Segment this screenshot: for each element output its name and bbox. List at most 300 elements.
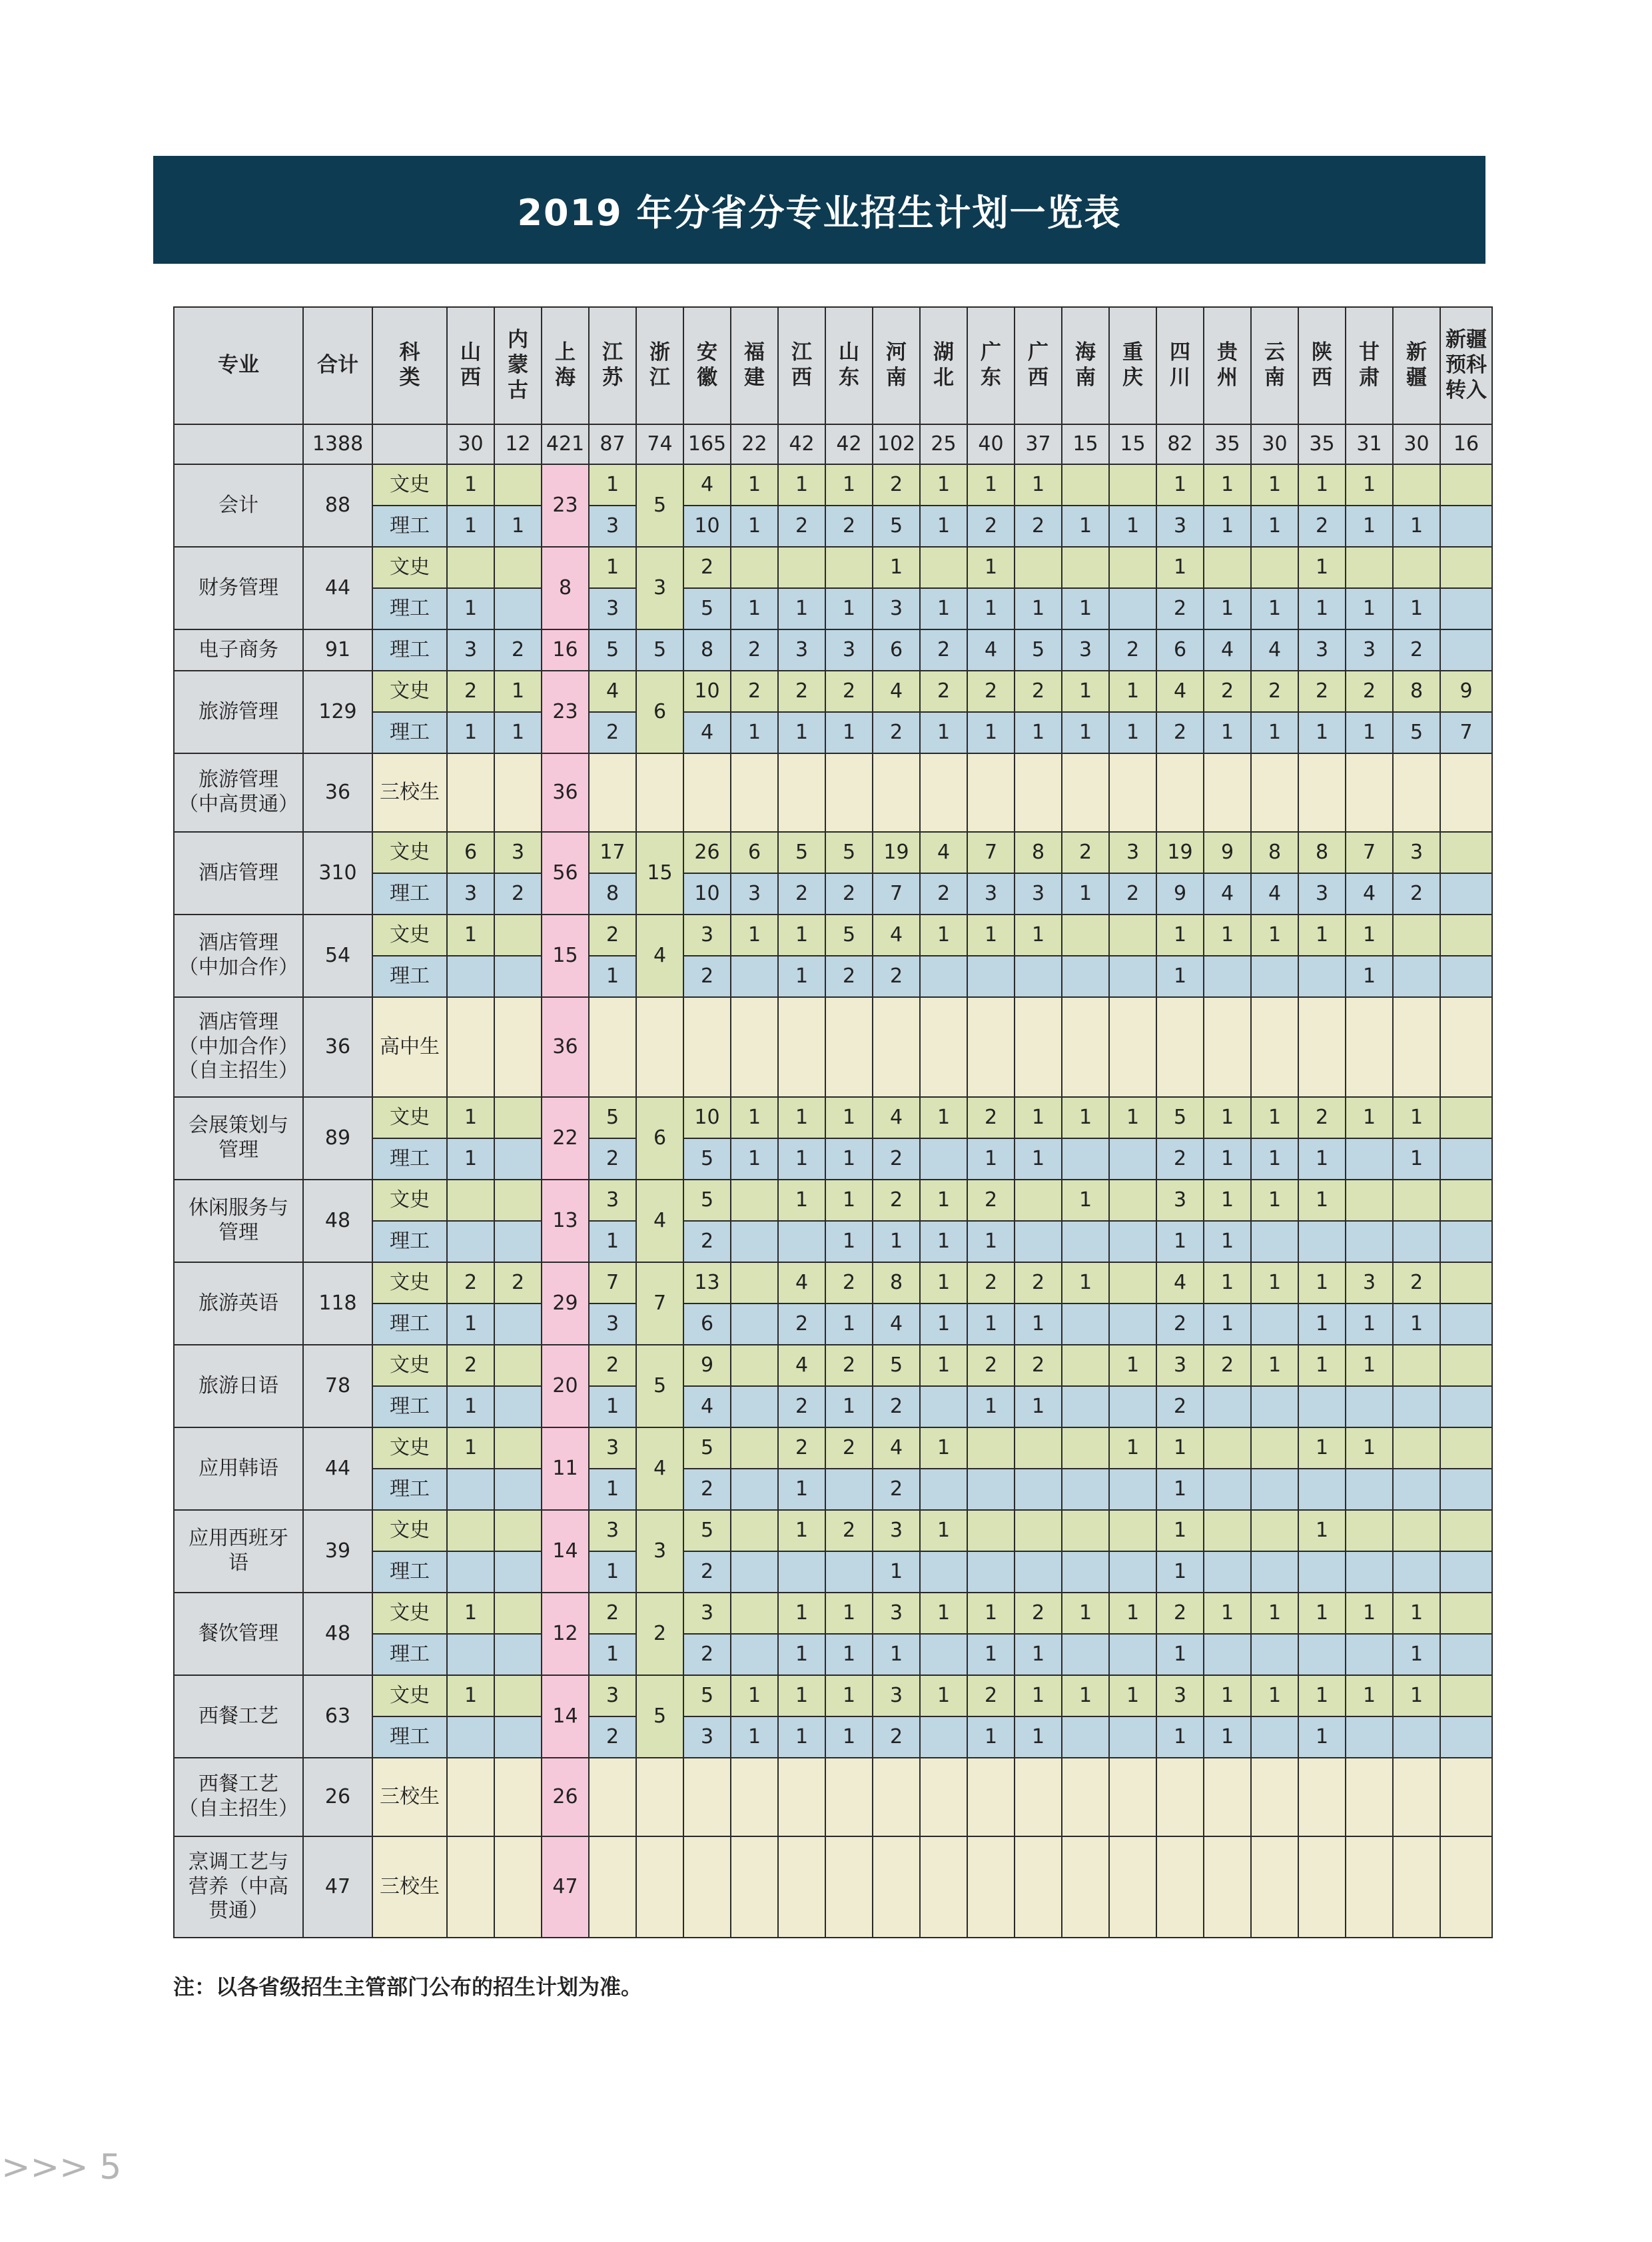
province-quota: 1 <box>1156 1510 1204 1551</box>
subject-category: 理工 <box>372 1551 447 1593</box>
province-quota <box>1062 1634 1109 1675</box>
province-quota: 3 <box>967 873 1015 915</box>
province-quota <box>1298 1469 1346 1510</box>
province-quota <box>1298 1221 1346 1262</box>
province-quota <box>494 1221 542 1262</box>
province-quota <box>1440 1510 1492 1551</box>
province-quota: 3 <box>873 1593 920 1634</box>
subject-category: 高中生 <box>372 997 447 1097</box>
province-quota: 19 <box>1156 832 1204 873</box>
province-quota <box>1062 1758 1109 1836</box>
province-quota: 1 <box>920 1675 967 1716</box>
province-quota <box>1393 956 1440 997</box>
province-quota <box>1346 1138 1393 1180</box>
province-quota <box>731 1836 778 1938</box>
province-quota <box>1440 629 1492 671</box>
province-quota: 2 <box>589 1593 636 1634</box>
table-row <box>174 671 1492 712</box>
subject-category: 理工 <box>372 1716 447 1758</box>
province-quota <box>494 1386 542 1427</box>
province-quota <box>636 997 683 1097</box>
major-name: 旅游管理 <box>174 671 303 753</box>
province-quota: 1 <box>731 915 778 956</box>
province-quota: 4 <box>873 1304 920 1345</box>
province-quota: 1 <box>1251 1262 1298 1304</box>
major-name: 会计 <box>174 464 303 547</box>
header-kind: 科 类 <box>372 307 447 424</box>
province-quota: 2 <box>1062 832 1109 873</box>
province-quota <box>825 753 873 832</box>
subject-category: 理工 <box>372 1386 447 1427</box>
province-quota <box>1062 1716 1109 1758</box>
province-quota: 1 <box>1251 1345 1298 1386</box>
province-quota <box>589 997 636 1097</box>
header-province: 陕 西 <box>1298 307 1346 424</box>
province-quota <box>1204 956 1251 997</box>
major-total: 36 <box>303 753 372 832</box>
subject-category: 文史 <box>372 832 447 873</box>
province-quota: 2 <box>589 1138 636 1180</box>
province-quota: 5 <box>683 1138 731 1180</box>
province-quota <box>1440 1593 1492 1634</box>
province-quota: 1 <box>1298 712 1346 753</box>
province-quota: 1 <box>1251 1138 1298 1180</box>
province-total: 165 <box>683 424 731 464</box>
province-quota: 1 <box>494 671 542 712</box>
province-quota <box>1440 753 1492 832</box>
province-quota <box>1440 1469 1492 1510</box>
province-quota: 1 <box>1062 1180 1109 1221</box>
table-row <box>174 1262 1492 1304</box>
major-total: 44 <box>303 547 372 629</box>
province-quota <box>1251 1386 1298 1427</box>
province-quota: 3 <box>589 1675 636 1716</box>
province-quota <box>1204 1551 1251 1593</box>
subject-category: 三校生 <box>372 753 447 832</box>
province-quota: 3 <box>447 629 494 671</box>
province-quota: 2 <box>447 1262 494 1304</box>
province-quota <box>1251 1510 1298 1551</box>
major-total: 78 <box>303 1345 372 1427</box>
province-quota: 1 <box>778 1675 825 1716</box>
province-quota: 1 <box>1156 915 1204 956</box>
province-quota: 1 <box>1393 1304 1440 1345</box>
province-quota: 5 <box>683 588 731 629</box>
province-quota: 1 <box>1156 956 1204 997</box>
province-quota: 1 <box>1015 712 1062 753</box>
shanghai-quota: 12 <box>542 1593 589 1675</box>
province-quota <box>1440 1551 1492 1593</box>
province-quota: 2 <box>1015 1345 1062 1386</box>
province-quota: 7 <box>873 873 920 915</box>
province-quota: 2 <box>1298 506 1346 547</box>
province-quota <box>731 1262 778 1304</box>
province-quota <box>1440 588 1492 629</box>
province-quota <box>683 997 731 1097</box>
province-quota <box>920 1386 967 1427</box>
header-province: 安 徽 <box>683 307 731 424</box>
table-row <box>174 1427 1492 1469</box>
province-quota: 1 <box>589 464 636 506</box>
subject-category: 文史 <box>372 1510 447 1551</box>
province-quota: 1 <box>1015 1097 1062 1138</box>
province-quota: 2 <box>967 1180 1015 1221</box>
province-quota: 8 <box>683 629 731 671</box>
header-province: 广 东 <box>967 307 1015 424</box>
province-quota: 2 <box>494 873 542 915</box>
province-quota <box>1204 1634 1251 1675</box>
province-quota: 3 <box>683 1593 731 1634</box>
province-quota: 1 <box>873 1551 920 1593</box>
province-quota: 5 <box>1393 712 1440 753</box>
province-quota: 1 <box>1393 1097 1440 1138</box>
major-name: 会展策划与 管理 <box>174 1097 303 1180</box>
province-quota: 5 <box>636 1345 683 1427</box>
province-quota <box>494 547 542 588</box>
page-number: >>> 5 <box>1 2147 122 2187</box>
province-quota: 1 <box>920 588 967 629</box>
major-total: 89 <box>303 1097 372 1180</box>
province-quota <box>1393 1836 1440 1938</box>
province-quota: 2 <box>1393 629 1440 671</box>
province-quota: 9 <box>683 1345 731 1386</box>
province-quota: 3 <box>1298 873 1346 915</box>
province-quota: 1 <box>1204 1716 1251 1758</box>
province-quota: 10 <box>683 506 731 547</box>
major-name: 应用韩语 <box>174 1427 303 1510</box>
major-name: 烹调工艺与 营养（中高 贯通） <box>174 1836 303 1938</box>
province-quota <box>1298 997 1346 1097</box>
footnote: 注：以各省级招生主管部门公布的招生计划为准。 <box>173 1974 643 2000</box>
province-quota: 2 <box>967 671 1015 712</box>
shanghai-quota: 56 <box>542 832 589 915</box>
province-quota <box>778 1551 825 1593</box>
province-quota: 2 <box>1346 671 1393 712</box>
province-quota: 3 <box>589 1304 636 1345</box>
province-quota: 3 <box>1109 832 1156 873</box>
province-total: 15 <box>1062 424 1109 464</box>
major-total: 118 <box>303 1262 372 1345</box>
header-province: 海 南 <box>1062 307 1109 424</box>
table-row <box>174 547 1492 588</box>
major-name: 酒店管理 （中加合作） （自主招生） <box>174 997 303 1097</box>
province-quota: 7 <box>589 1262 636 1304</box>
province-quota: 1 <box>1062 712 1109 753</box>
province-quota: 7 <box>636 1262 683 1345</box>
major-total: 54 <box>303 915 372 997</box>
province-quota: 8 <box>1393 671 1440 712</box>
province-quota: 1 <box>920 1304 967 1345</box>
province-quota: 1 <box>920 1221 967 1262</box>
province-quota: 1 <box>1204 1097 1251 1138</box>
province-quota: 1 <box>967 1716 1015 1758</box>
shanghai-quota: 16 <box>542 629 589 671</box>
province-quota: 1 <box>1204 915 1251 956</box>
province-quota <box>1251 997 1298 1097</box>
province-quota <box>1109 588 1156 629</box>
province-quota: 5 <box>636 1675 683 1758</box>
province-quota <box>1440 1221 1492 1262</box>
province-quota: 2 <box>589 1716 636 1758</box>
province-quota <box>825 997 873 1097</box>
province-quota: 8 <box>1298 832 1346 873</box>
province-quota <box>1251 1634 1298 1675</box>
table-row <box>174 1758 1492 1836</box>
province-quota <box>1015 1427 1062 1469</box>
header-province: 贵 州 <box>1204 307 1251 424</box>
header-province: 福 建 <box>731 307 778 424</box>
province-quota: 1 <box>920 1262 967 1304</box>
province-quota <box>1251 547 1298 588</box>
province-quota: 6 <box>1156 629 1204 671</box>
province-quota: 1 <box>447 506 494 547</box>
province-quota: 5 <box>825 832 873 873</box>
province-quota: 1 <box>1015 1138 1062 1180</box>
province-quota: 1 <box>731 1675 778 1716</box>
province-quota <box>1440 506 1492 547</box>
province-quota: 6 <box>731 832 778 873</box>
province-quota: 1 <box>778 915 825 956</box>
province-quota <box>494 1304 542 1345</box>
province-quota <box>1440 1097 1492 1138</box>
province-quota: 1 <box>447 588 494 629</box>
province-quota <box>1298 753 1346 832</box>
province-quota <box>778 997 825 1097</box>
table-row <box>174 997 1492 1097</box>
table-row <box>174 1593 1492 1634</box>
province-quota <box>731 1221 778 1262</box>
major-total: 44 <box>303 1427 372 1510</box>
province-quota <box>447 956 494 997</box>
province-quota: 1 <box>920 1593 967 1634</box>
province-quota <box>1204 1469 1251 1510</box>
province-quota <box>1440 1138 1492 1180</box>
subject-category: 文史 <box>372 671 447 712</box>
header-province: 四 川 <box>1156 307 1204 424</box>
major-name: 旅游英语 <box>174 1262 303 1345</box>
province-quota: 2 <box>1156 1386 1204 1427</box>
province-quota <box>1440 1427 1492 1469</box>
province-quota <box>1298 1551 1346 1593</box>
province-quota: 1 <box>1204 464 1251 506</box>
province-quota: 4 <box>778 1345 825 1386</box>
province-quota: 1 <box>1393 588 1440 629</box>
province-quota: 3 <box>589 588 636 629</box>
province-quota: 4 <box>873 915 920 956</box>
province-quota <box>967 997 1015 1097</box>
province-quota: 2 <box>920 629 967 671</box>
province-quota: 2 <box>731 671 778 712</box>
province-quota: 1 <box>1346 1304 1393 1345</box>
province-total: 40 <box>967 424 1015 464</box>
province-quota <box>920 1138 967 1180</box>
major-name: 休闲服务与 管理 <box>174 1180 303 1262</box>
shanghai-quota: 23 <box>542 464 589 547</box>
province-quota: 1 <box>1251 712 1298 753</box>
province-quota: 2 <box>778 671 825 712</box>
province-quota <box>967 1758 1015 1836</box>
province-quota: 1 <box>1298 547 1346 588</box>
province-quota <box>1346 1758 1393 1836</box>
province-quota: 1 <box>967 1593 1015 1634</box>
province-quota <box>447 1758 494 1836</box>
province-quota <box>1015 1180 1062 1221</box>
province-quota <box>1393 1386 1440 1427</box>
province-quota <box>1204 1758 1251 1836</box>
province-quota: 5 <box>683 1510 731 1551</box>
province-quota <box>731 1593 778 1634</box>
table-row <box>174 915 1492 956</box>
province-quota <box>920 1758 967 1836</box>
subject-category: 文史 <box>372 1345 447 1386</box>
subject-category: 理工 <box>372 1138 447 1180</box>
province-quota: 1 <box>1393 1138 1440 1180</box>
province-quota: 1 <box>1346 956 1393 997</box>
province-quota <box>494 1138 542 1180</box>
province-quota <box>731 1180 778 1221</box>
province-quota: 1 <box>1015 588 1062 629</box>
province-quota <box>778 1836 825 1938</box>
province-quota <box>920 1836 967 1938</box>
grand-total: 1388 <box>303 424 372 464</box>
province-quota: 2 <box>967 1262 1015 1304</box>
province-quota: 1 <box>731 588 778 629</box>
province-quota: 1 <box>825 1593 873 1634</box>
province-quota <box>447 1716 494 1758</box>
subject-category: 理工 <box>372 1304 447 1345</box>
province-quota <box>1393 1345 1440 1386</box>
province-quota: 3 <box>1062 629 1109 671</box>
province-quota <box>1298 1386 1346 1427</box>
province-quota: 9 <box>1204 832 1251 873</box>
province-quota <box>494 1634 542 1675</box>
province-quota: 1 <box>967 588 1015 629</box>
province-quota <box>1109 547 1156 588</box>
province-quota: 1 <box>1015 464 1062 506</box>
major-total: 26 <box>303 1758 372 1836</box>
header-province: 江 苏 <box>589 307 636 424</box>
province-quota: 1 <box>778 1138 825 1180</box>
province-quota: 1 <box>447 1138 494 1180</box>
province-quota: 1 <box>589 1469 636 1510</box>
province-quota <box>731 1634 778 1675</box>
province-quota: 2 <box>873 464 920 506</box>
province-quota: 2 <box>683 956 731 997</box>
table-row <box>174 1675 1492 1716</box>
province-quota <box>731 547 778 588</box>
major-total: 129 <box>303 671 372 753</box>
province-quota: 1 <box>447 915 494 956</box>
province-quota: 2 <box>1109 873 1156 915</box>
province-quota <box>1251 753 1298 832</box>
province-quota: 1 <box>1109 1097 1156 1138</box>
province-quota: 1 <box>1109 1345 1156 1386</box>
province-quota <box>967 1836 1015 1938</box>
province-quota <box>589 753 636 832</box>
province-quota: 5 <box>683 1427 731 1469</box>
province-quota: 1 <box>778 1716 825 1758</box>
province-quota: 7 <box>1346 832 1393 873</box>
province-quota: 4 <box>1251 873 1298 915</box>
province-quota: 4 <box>1346 873 1393 915</box>
province-quota: 5 <box>778 832 825 873</box>
province-quota: 1 <box>1393 1634 1440 1675</box>
province-quota: 1 <box>1346 1345 1393 1386</box>
province-quota: 1 <box>447 1097 494 1138</box>
province-quota: 2 <box>1015 671 1062 712</box>
province-quota <box>1440 547 1492 588</box>
province-quota: 2 <box>778 506 825 547</box>
province-quota: 1 <box>1251 588 1298 629</box>
province-quota <box>1062 1469 1109 1510</box>
province-quota: 1 <box>1156 1716 1204 1758</box>
province-quota: 1 <box>494 712 542 753</box>
province-total: 35 <box>1298 424 1346 464</box>
province-quota <box>494 1716 542 1758</box>
shanghai-quota: 36 <box>542 997 589 1097</box>
province-quota: 3 <box>1346 1262 1393 1304</box>
province-quota <box>1298 1836 1346 1938</box>
subject-category: 文史 <box>372 547 447 588</box>
province-quota <box>731 1427 778 1469</box>
province-quota <box>1393 1758 1440 1836</box>
province-quota: 2 <box>1393 873 1440 915</box>
province-quota <box>920 997 967 1097</box>
province-quota: 3 <box>873 588 920 629</box>
province-quota <box>494 588 542 629</box>
shanghai-quota: 14 <box>542 1675 589 1758</box>
province-quota <box>1109 997 1156 1097</box>
province-quota: 1 <box>1393 506 1440 547</box>
province-quota: 1 <box>1251 1593 1298 1634</box>
province-quota <box>1251 1716 1298 1758</box>
province-quota <box>1346 1469 1393 1510</box>
province-quota <box>636 1836 683 1938</box>
province-quota: 2 <box>778 1427 825 1469</box>
province-quota <box>1109 956 1156 997</box>
province-quota <box>731 1304 778 1345</box>
province-quota: 1 <box>1251 464 1298 506</box>
province-quota <box>1393 753 1440 832</box>
province-quota: 1 <box>1204 1221 1251 1262</box>
province-quota <box>1346 997 1393 1097</box>
province-quota: 5 <box>1015 629 1062 671</box>
province-total: 22 <box>731 424 778 464</box>
province-quota <box>1109 915 1156 956</box>
province-quota <box>731 1551 778 1593</box>
province-quota <box>920 1634 967 1675</box>
major-total: 39 <box>303 1510 372 1593</box>
province-quota: 2 <box>589 712 636 753</box>
province-quota: 1 <box>1156 1427 1204 1469</box>
province-quota: 1 <box>589 547 636 588</box>
province-quota <box>494 1427 542 1469</box>
province-quota <box>967 956 1015 997</box>
major-total: 47 <box>303 1836 372 1938</box>
province-quota <box>494 1758 542 1836</box>
table-row <box>174 1345 1492 1386</box>
subject-category: 理工 <box>372 506 447 547</box>
province-quota: 2 <box>636 1593 683 1675</box>
major-name: 财务管理 <box>174 547 303 629</box>
province-quota: 5 <box>873 506 920 547</box>
header-province: 新 疆 <box>1393 307 1440 424</box>
province-quota: 1 <box>920 1180 967 1221</box>
province-quota: 1 <box>1251 915 1298 956</box>
province-quota: 2 <box>778 1386 825 1427</box>
province-quota <box>1251 1221 1298 1262</box>
subject-category: 理工 <box>372 712 447 753</box>
